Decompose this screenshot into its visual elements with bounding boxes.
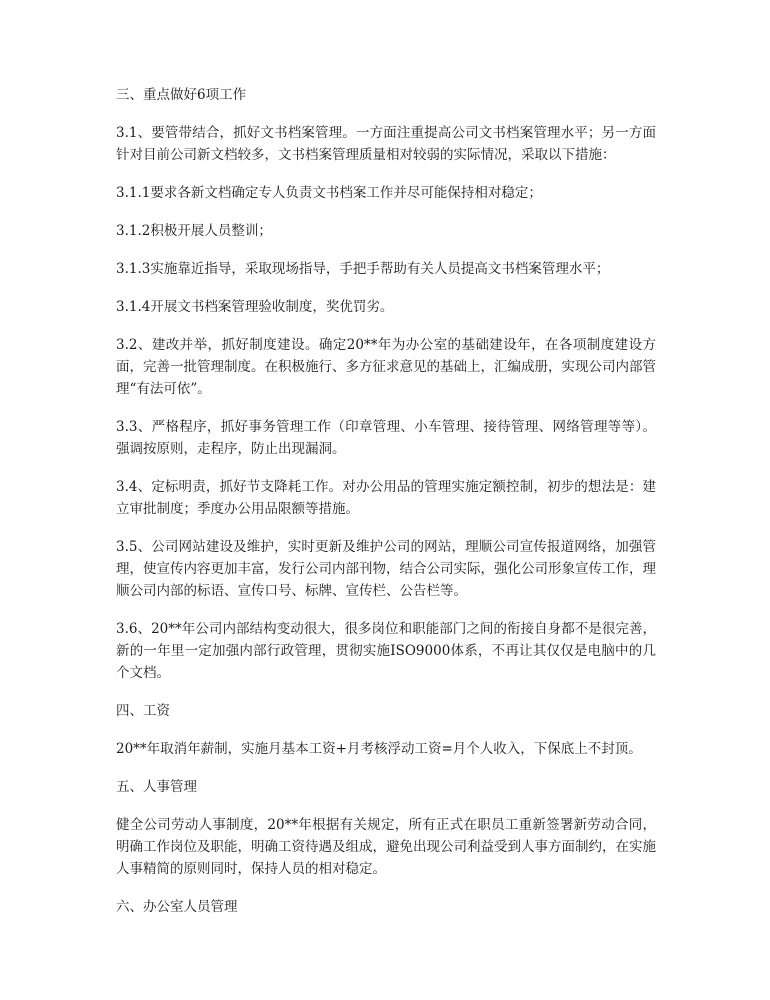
paragraph-personnel: 健全公司劳动人事制度，20**年根据有关规定，所有正式在职员工重新签署新劳动合同，明确工作岗位及职能，明确工资待遇及组成，避免出现公司利益受到人事方面制约，在实施人事精简的原则同时，保持人员的相对稳定。: [116, 817, 656, 877]
section-heading-5: 五、人事管理: [116, 779, 197, 795]
paragraph-3-1: 3.1、要管带结合，抓好文书档案管理。一方面注重提高公司文书档案管理水平；另一方面针对目前公司新文档较多，文书档案管理质量相对较弱的实际情况，采取以下措施：: [116, 125, 656, 163]
section-heading-6: 六、办公室人员管理: [116, 899, 238, 915]
paragraph-3-5: 3.5、公司网站建设及维护，实时更新及维护公司的网站，理顺公司宣传报道网络，加强管理，使宣传内容更加丰富，发行公司内部刊物，结合公司实际，强化公司形象宣传工作，理顺公司内部的标语、宣传口号、标牌、宣传栏、公告栏等。: [116, 539, 656, 599]
paragraph-3-2: 3.2、建改并举，抓好制度建设。确定20**年为办公室的基础建设年，在各项制度建设方面，完善一批管理制度。在积极施行、多方征求意见的基础上，汇编成册，实现公司内部管理“有法可依”。: [116, 337, 656, 397]
paragraph-3-1-1: 3.1.1要求各新文档确定专人负责文书档案工作并尽可能保持相对稳定；: [116, 185, 542, 201]
paragraph-3-1-2: 3.1.2积极开展人员整训；: [116, 223, 272, 239]
section-heading-3: 三、重点做好6项工作: [116, 87, 247, 103]
paragraph-3-1-4: 3.1.4开展文书档案管理验收制度，奖优罚劣。: [116, 299, 394, 315]
document-page: [116, 84, 656, 934]
paragraph-3-1-3: 3.1.3实施靠近指导，采取现场指导，手把手帮助有关人员提高文书档案管理水平；: [116, 261, 610, 277]
paragraph-3-4: 3.4、定标明责，抓好节支降耗工作。对办公用品的管理实施定额控制，初步的想法是：建立审批制度；季度办公用品限额等措施。: [116, 479, 656, 517]
paragraph-wages: 20**年取消年薪制，实施月基本工资+月考核浮动工资=月个人收入，下保底上不封顶。: [116, 741, 642, 757]
paragraph-3-6: 3.6、20**年公司内部结构变动很大，很多岗位和职能部门之间的衔接自身都不是很完善，新的一年里一定加强内部行政管理，贯彻实施ISO9000体系，不再让其仅仅是电脑中的几个文档。: [116, 621, 656, 681]
section-heading-4: 四、工资: [116, 703, 170, 719]
paragraph-3-3: 3.3、严格程序，抓好事务管理工作（印章管理、小车管理、接待管理、网络管理等等）。强调按原则，走程序，防止出现漏洞。: [116, 419, 656, 457]
